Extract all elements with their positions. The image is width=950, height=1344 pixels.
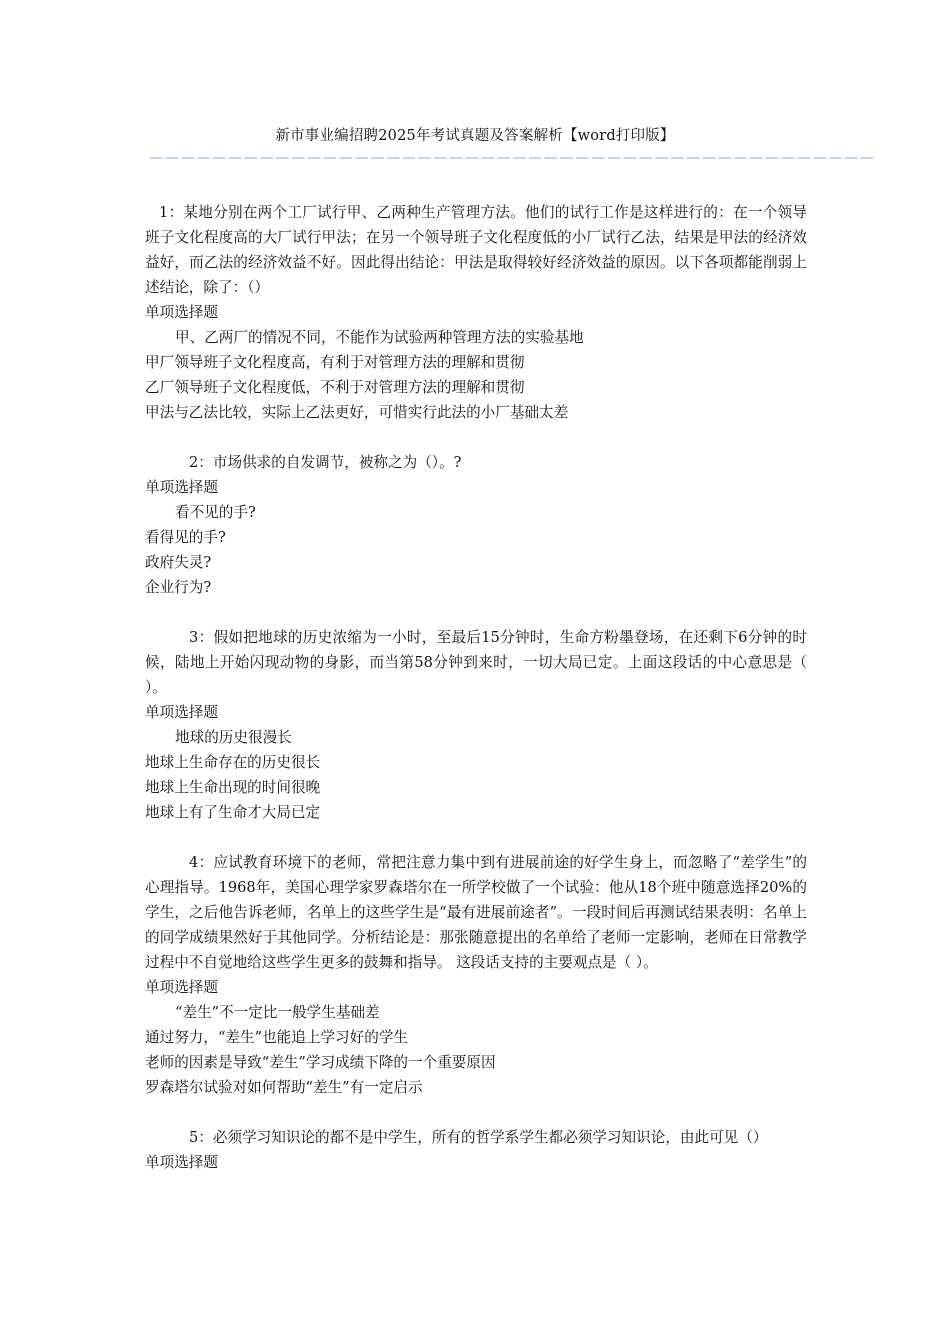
question-4 xyxy=(145,850,807,1100)
question-2-option-1: 看不见的手? xyxy=(175,504,256,521)
question-5 xyxy=(145,1125,807,1175)
question-2-text: 2：市场供求的自发调节，被称之为（）。? xyxy=(189,454,462,471)
question-3-options xyxy=(145,725,807,825)
question-4-option-3: 老师的因素是导致“差生”学习成绩下降的一个重要原因 xyxy=(145,1054,496,1071)
question-2-type: 单项选择题 xyxy=(145,479,218,496)
document-body xyxy=(145,200,807,1175)
question-3-option-4: 地球上有了生命才大局已定 xyxy=(145,804,321,821)
question-2-option-2: 看得见的手? xyxy=(145,529,226,546)
question-3 xyxy=(145,625,807,825)
question-2-option-3: 政府失灵? xyxy=(145,554,212,571)
question-5-text: 5：必须学习知识论的都不是中学生，所有的哲学系学生都必须学习知识论，由此可见（） xyxy=(189,1129,768,1146)
question-4-options xyxy=(145,1000,807,1100)
question-1-option-3: 乙厂领导班子文化程度低，不利于对管理方法的理解和贯彻 xyxy=(145,379,525,396)
question-3-option-3: 地球上生命出现的时间很晚 xyxy=(145,779,321,796)
question-3-option-2: 地球上生命存在的历史很长 xyxy=(145,754,321,771)
question-1-text: 1：某地分别在两个工厂试行甲、乙两种生产管理方法。他们的试行工作是这样进行的：在一个领导班子文化程度高的大厂试行甲法；在另一个领导班子文化程度低的小厂试行乙法，结果是甲法的经济效益好，而乙法的经济效益不好。因此得出结论：甲法是取得较好经济效益的原因。以下各项都能削弱上述结论，除了：（） xyxy=(145,204,807,296)
question-3-text: 3：假如把地球的历史浓缩为一小时，至最后15分钟时，生命方粉墨登场，在还剩下6分钟的时候，陆地上开始闪现动物的身影，而当第58分钟到来时，一切大局已定。上面这段话的中心意思是（ ）。 xyxy=(145,629,807,696)
question-3-type: 单项选择题 xyxy=(145,704,218,721)
question-spacer xyxy=(145,1100,807,1125)
question-3-option-1: 地球的历史很漫长 xyxy=(175,729,292,746)
question-spacer xyxy=(145,425,807,450)
question-4-option-2: 通过努力，“差生”也能追上学习好的学生 xyxy=(145,1029,409,1046)
question-1-options xyxy=(145,325,807,425)
question-4-option-4: 罗森塔尔试验对如何帮助“差生”有一定启示 xyxy=(145,1079,423,1096)
question-1-option-1: 甲、乙两厂的情况不同，不能作为试验两种管理方法的实验基地 xyxy=(175,329,584,346)
question-1-option-2: 甲厂领导班子文化程度高，有利于对管理方法的理解和贯彻 xyxy=(145,354,525,371)
question-spacer xyxy=(145,600,807,625)
question-2 xyxy=(145,450,807,600)
question-4-text: 4：应试教育环境下的老师，常把注意力集中到有进展前途的好学生身上，而忽略了“差学生”的心理指导。1968年，美国心理学家罗森塔尔在一所学校做了一个试验：他从18个班中随意选择20%的学生，之后他告诉老师，名单上的这些学生是“最有进展前途者”。一段时间后再测试结果表明：名单上的同学成绩果然好于其他同学。分析结论是：那张随意提出的名单给了老师一定影响，老师在日常教学过程中不自觉地给这些学生更多的鼓舞和指导。 这段话支持的主要观点是（ ）。 xyxy=(145,854,807,971)
question-spacer xyxy=(145,825,807,850)
question-4-option-1: “差生”不一定比一般学生基础差 xyxy=(175,1004,380,1021)
question-4-type: 单项选择题 xyxy=(145,979,218,996)
title-divider: —————————————————————————————————————————————— xyxy=(149,150,876,166)
question-1-type: 单项选择题 xyxy=(145,304,218,321)
question-1 xyxy=(145,200,807,425)
question-2-options xyxy=(145,500,807,600)
document-title: 新市事业编招聘2025年考试真题及答案解析【word打印版】 xyxy=(275,128,675,144)
question-1-option-4: 甲法与乙法比较，实际上乙法更好，可惜实行此法的小厂基础太差 xyxy=(145,404,569,421)
question-2-option-4: 企业行为? xyxy=(145,579,212,596)
question-5-type: 单项选择题 xyxy=(145,1154,218,1171)
